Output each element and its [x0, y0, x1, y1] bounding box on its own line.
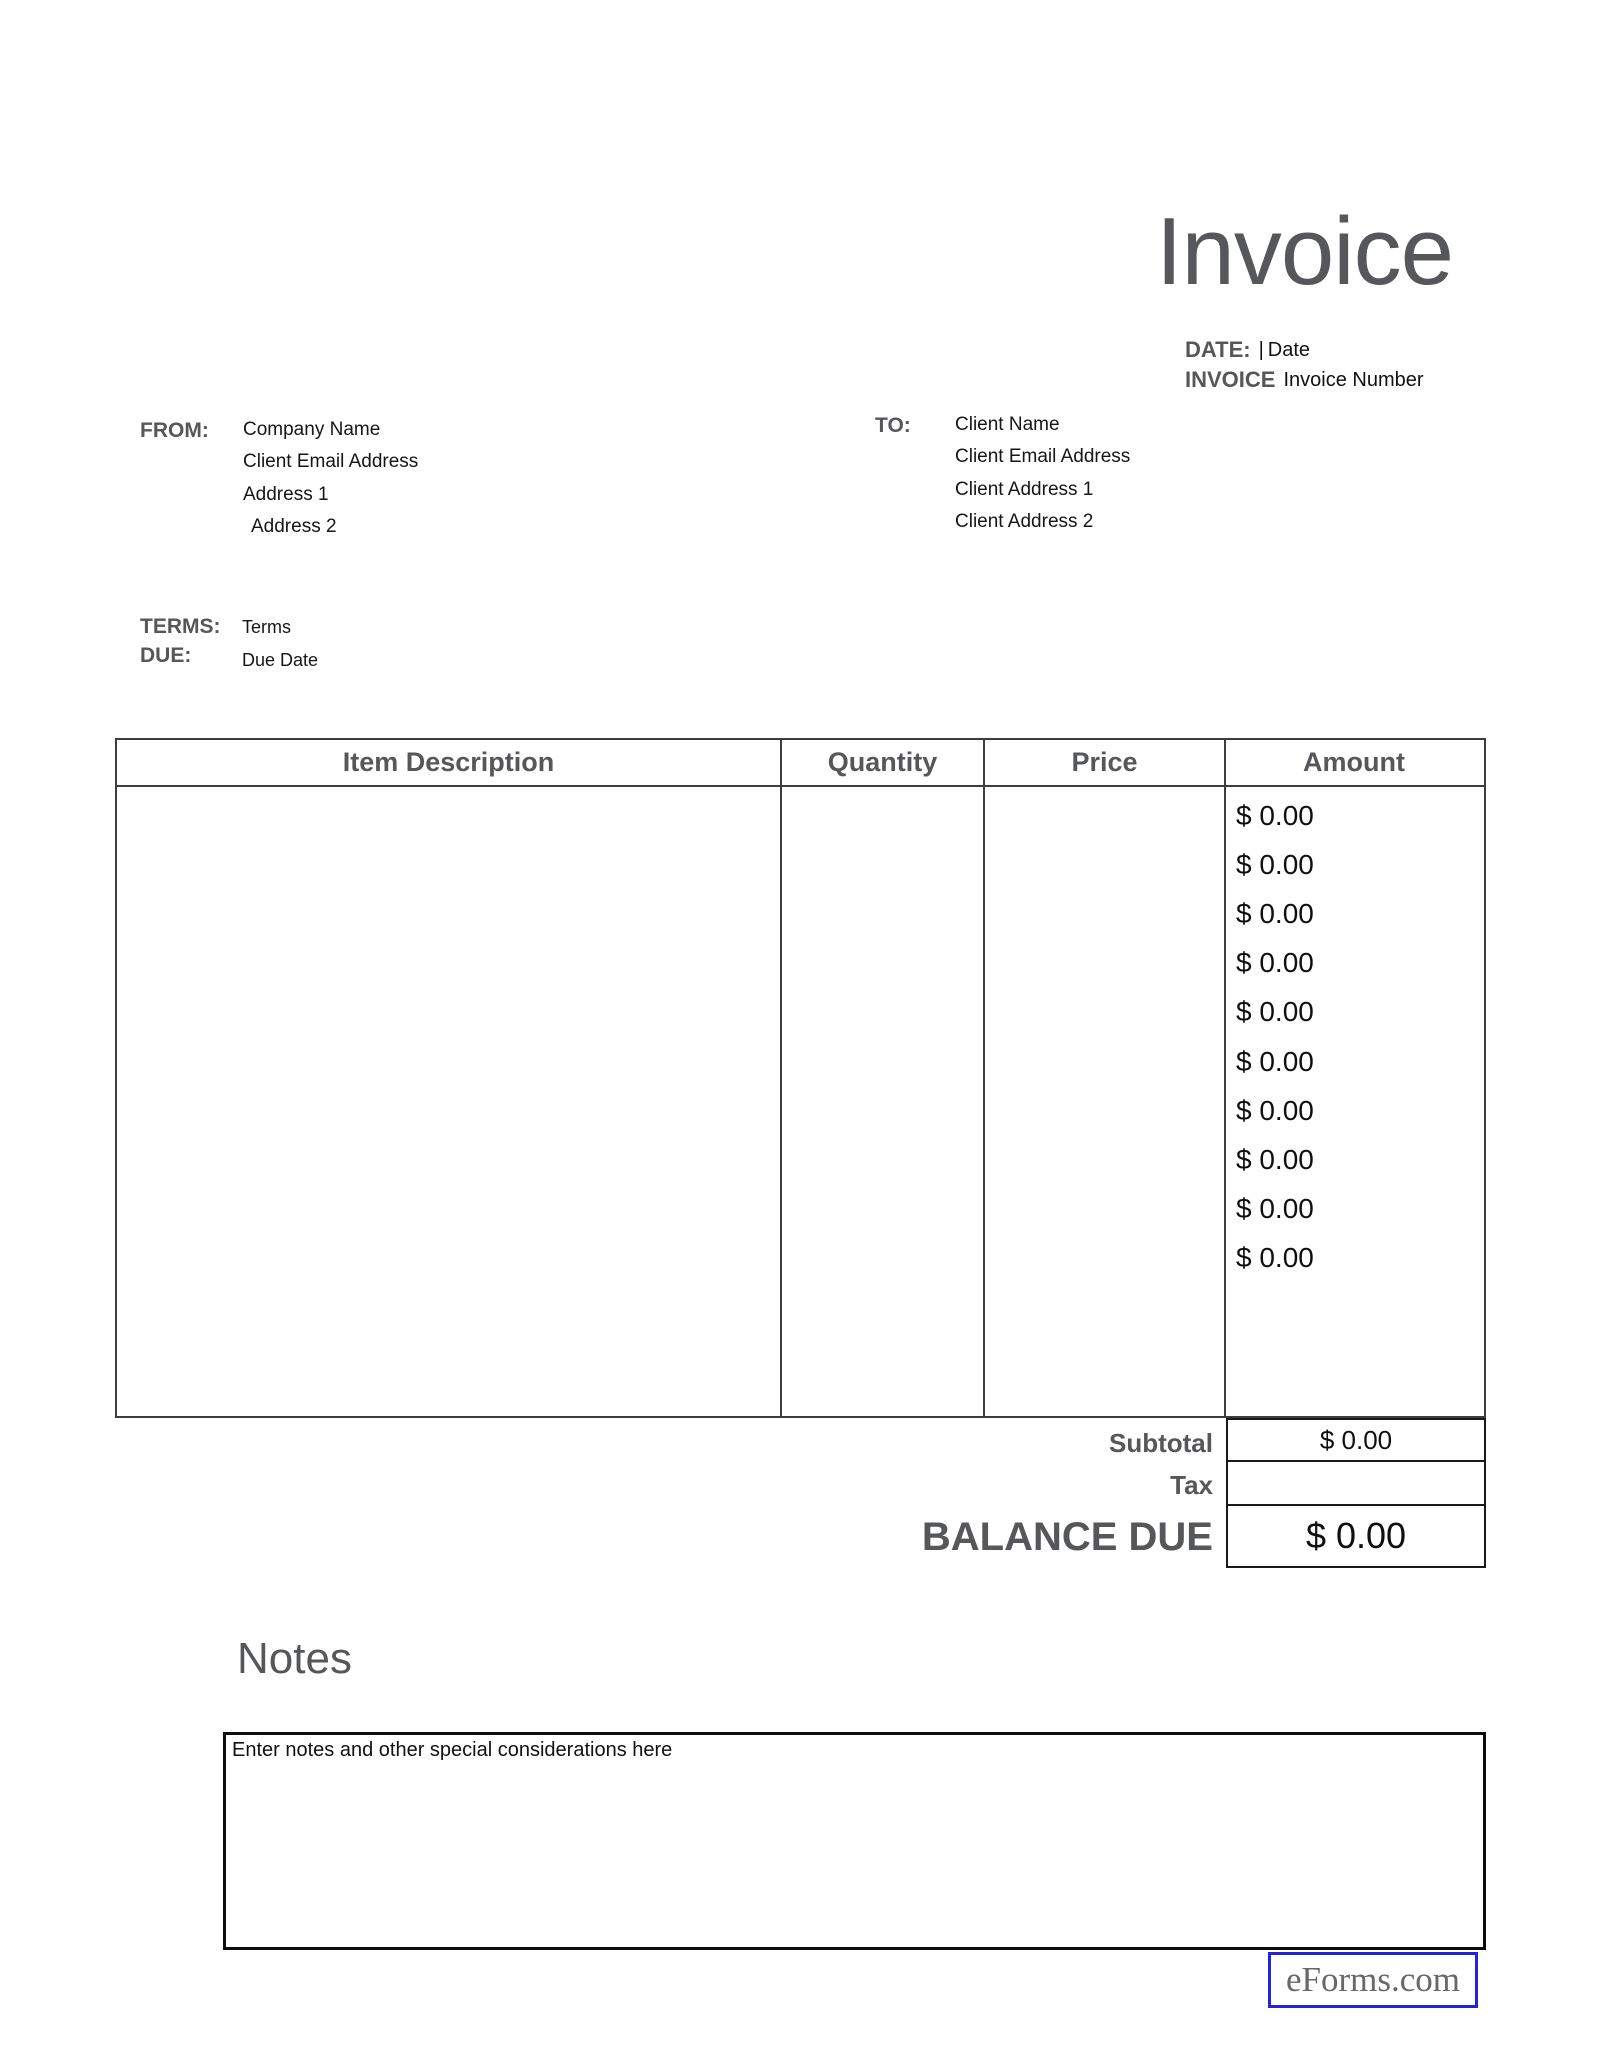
eforms-logo-link[interactable]: eForms.com [1268, 1952, 1478, 2008]
price-column[interactable] [985, 787, 1226, 1416]
date-row [1185, 335, 1424, 365]
quantity-column[interactable] [782, 787, 985, 1416]
amount-field[interactable]: $ 0.00 [1236, 947, 1314, 979]
date-field[interactable]: Date [1267, 338, 1311, 361]
terms-field[interactable]: Terms [242, 617, 291, 637]
header-price: Price [985, 740, 1226, 785]
amount-column [1226, 787, 1482, 1416]
amount-field[interactable]: $ 0.00 [1236, 897, 1314, 929]
due-label: DUE: [140, 644, 192, 667]
from-address1-field[interactable]: Address 1 [243, 483, 329, 505]
from-address2-field[interactable]: Address 2 [251, 516, 337, 538]
invoice-number-field[interactable]: Invoice Number [1283, 368, 1424, 391]
from-label: FROM: [140, 419, 209, 442]
to-email-field[interactable]: Client Email Address [955, 446, 1131, 468]
from-company-name-field[interactable]: Company Name [243, 419, 381, 441]
due-date-field[interactable]: Due Date [242, 650, 319, 670]
from-block [243, 414, 418, 543]
amount-field[interactable]: $ 0.00 [1236, 1094, 1314, 1126]
to-address2-field[interactable]: Client Address 2 [955, 511, 1094, 533]
amount-field[interactable]: $ 0.00 [1236, 799, 1314, 831]
from-email-field[interactable]: Client Email Address [243, 451, 419, 473]
items-table [115, 738, 1486, 1418]
text-cursor: | [1258, 338, 1264, 361]
to-block [955, 409, 1130, 538]
terms-label: TERMS: [140, 615, 221, 638]
header-item-description: Item Description [117, 740, 782, 785]
amount-field[interactable]: $ 0.00 [1236, 1242, 1314, 1274]
date-label: DATE: [1185, 337, 1251, 362]
notes-placeholder[interactable]: Enter notes and other special considerations here [232, 1739, 673, 1761]
amount-field[interactable]: $ 0.00 [1236, 996, 1314, 1028]
to-client-name-field[interactable]: Client Name [955, 414, 1060, 436]
amount-field[interactable]: $ 0.00 [1236, 848, 1314, 880]
invoice-meta [1185, 335, 1424, 395]
item-description-column[interactable] [117, 787, 782, 1416]
header-quantity: Quantity [782, 740, 985, 785]
subtotal-field[interactable]: $ 0.00 [1226, 1418, 1486, 1462]
amount-field[interactable]: $ 0.00 [1236, 1193, 1314, 1225]
balance-due-field[interactable]: $ 0.00 [1226, 1504, 1486, 1568]
amount-field[interactable]: $ 0.00 [1236, 1143, 1314, 1175]
notes-box[interactable] [223, 1732, 1486, 1950]
to-address1-field[interactable]: Client Address 1 [955, 478, 1094, 500]
tax-label: Tax [1170, 1470, 1213, 1500]
notes-heading: Notes [237, 1634, 352, 1683]
subtotal-label: Subtotal [1109, 1428, 1213, 1458]
balance-due-label: BALANCE DUE [921, 1515, 1213, 1559]
tax-field[interactable] [1226, 1460, 1486, 1506]
invoice-number-label: INVOICE [1185, 367, 1276, 392]
amount-field[interactable]: $ 0.00 [1236, 1045, 1314, 1077]
to-label: TO: [875, 414, 911, 437]
items-table-body [117, 787, 1484, 1416]
invoice-number-row [1185, 365, 1424, 395]
items-table-header [117, 740, 1484, 787]
header-amount: Amount [1303, 747, 1405, 777]
page-title: Invoice [1155, 198, 1453, 305]
